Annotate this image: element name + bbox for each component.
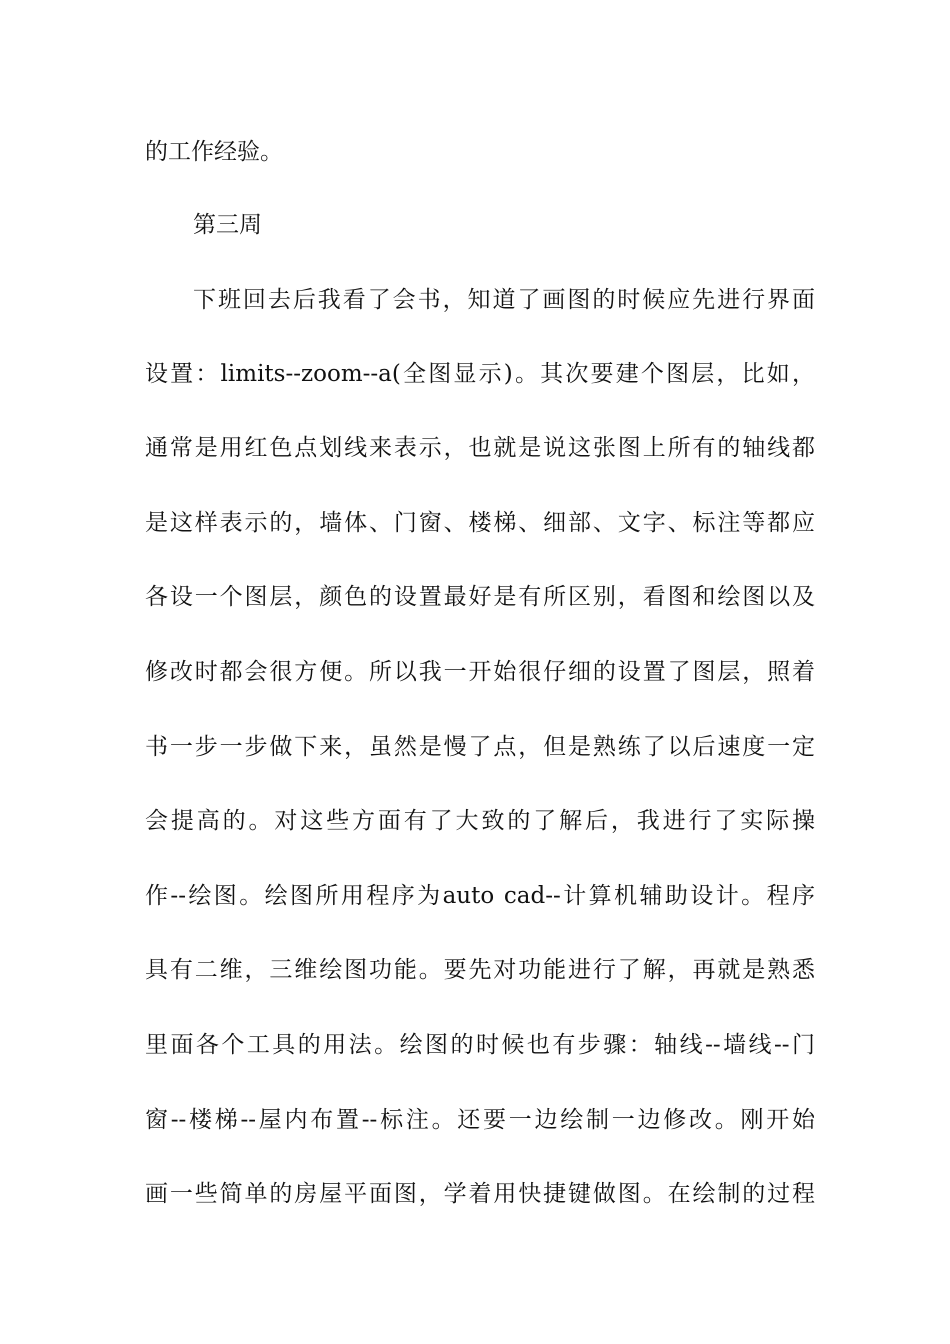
text-line-10: 会提高的。对这些方面有了大致的了解后，我进行了实际操 [145,808,815,834]
text-line-5: 通常是用红色点划线来表示，也就是说这张图上所有的轴线都 [145,435,815,461]
text-line-11: 作--绘图。绘图所用程序为auto cad--计算机辅助设计。程序 [145,883,815,909]
text-line-13: 里面各个工具的用法。绘图的时候也有步骤：轴线--墙线--门 [145,1032,815,1058]
section-heading: 第三周 [193,212,262,238]
text-line-14: 窗--楼梯--屋内布置--标注。还要一边绘制一边修改。刚开始 [145,1107,815,1133]
text-line-3: 下班回去后我看了会书，知道了画图的时候应先进行界面 [193,287,815,313]
text-line-8: 修改时都会很方便。所以我一开始很仔细的设置了图层，照着 [145,659,815,685]
text-line-4: 设置：limits--zoom--a(全图显示)。其次要建个图层，比如， [145,361,815,387]
text-line-7: 各设一个图层，颜色的设置最好是有所区别，看图和绘图以及 [145,584,815,610]
text-line-9: 书一步一步做下来，虽然是慢了点，但是熟练了以后速度一定 [145,734,815,760]
text-line-6: 是这样表示的，墙体、门窗、楼梯、细部、文字、标注等都应 [145,510,815,536]
text-line-1: 的工作经验。 [145,139,283,165]
text-line-12: 具有二维，三维绘图功能。要先对功能进行了解，再就是熟悉 [145,957,815,983]
text-line-15: 画一些简单的房屋平面图，学着用快捷键做图。在绘制的过程 [145,1181,815,1207]
